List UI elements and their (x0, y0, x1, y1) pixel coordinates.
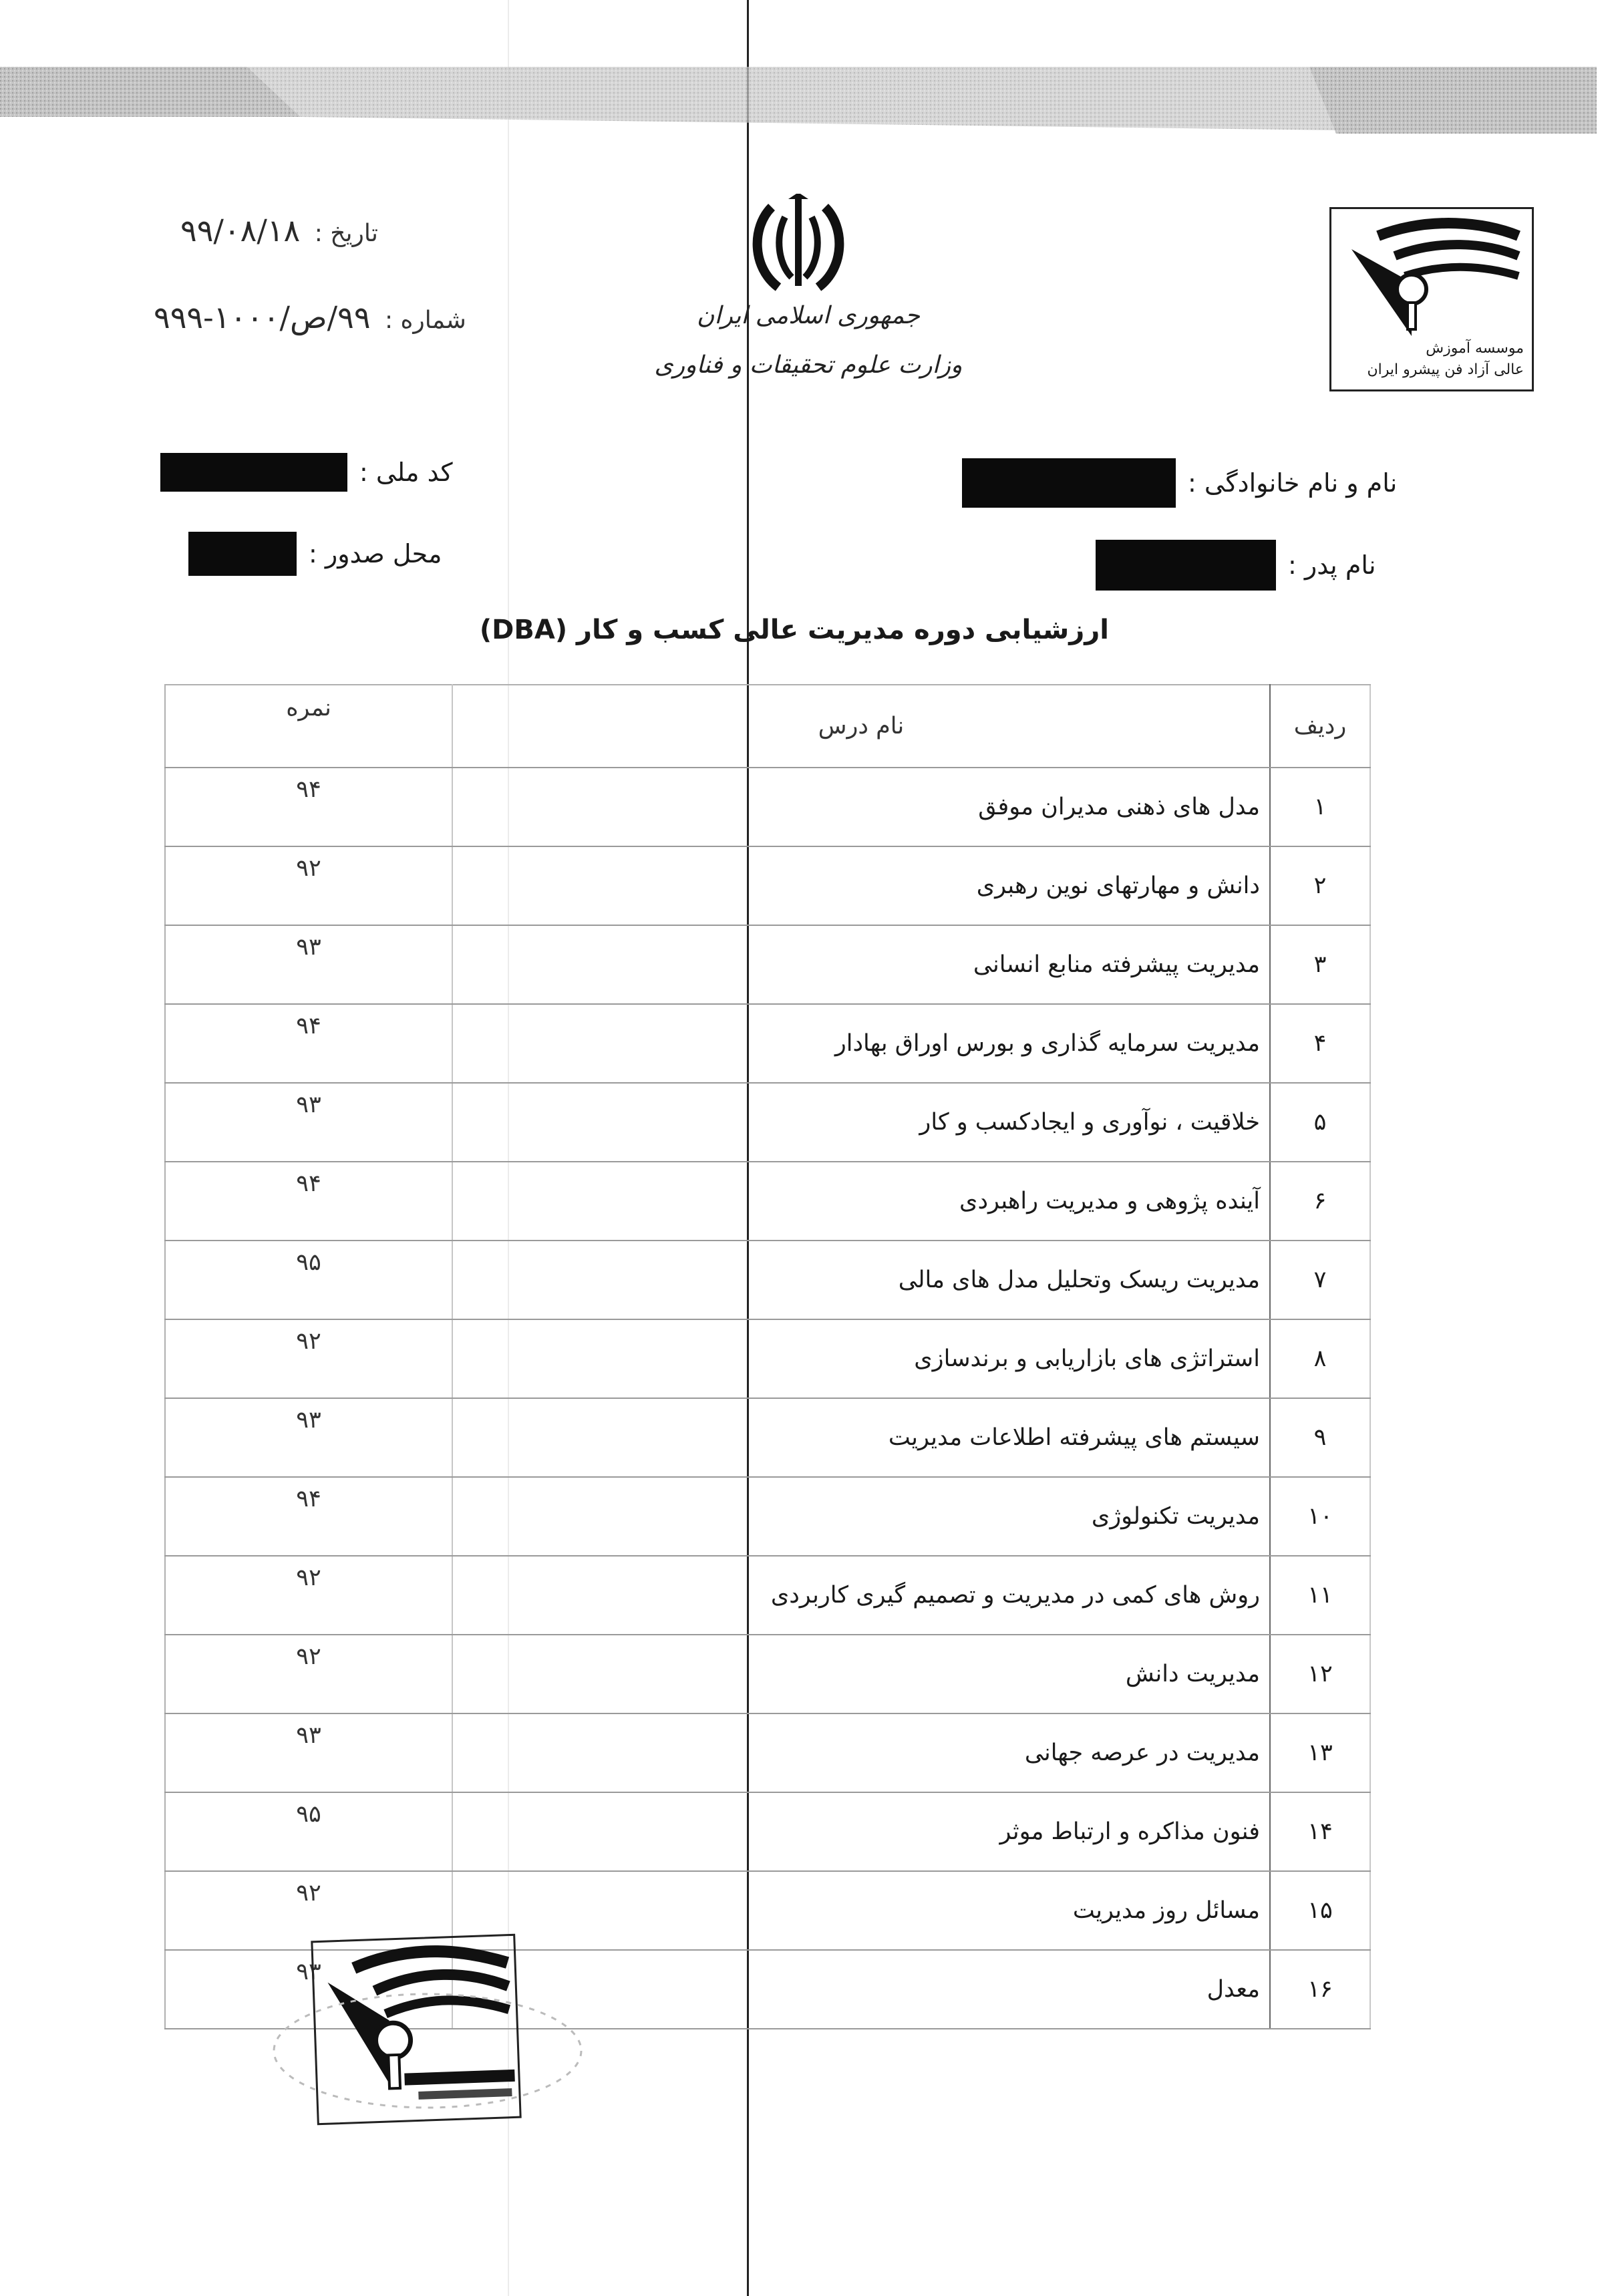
course-name: مدیریت سرمایه گذاری و بورس اوراق بهادار (452, 1004, 1270, 1083)
table-row (165, 1083, 1370, 1162)
course-score: ۹۲ (165, 1319, 452, 1398)
table-row (165, 1871, 1370, 1950)
course-name: مدیریت ریسک وتحلیل مدل های مالی (452, 1241, 1270, 1319)
logo-text-1: موسسه آموزش (1426, 340, 1524, 357)
national-code-redaction (160, 453, 347, 492)
row-number: ۱۱ (1270, 1556, 1370, 1635)
logo-text-2: عالی آزاد فن پیشرو ایران (1367, 361, 1524, 378)
institute-logo-icon (1331, 209, 1532, 343)
course-score: ۹۳ (165, 925, 452, 1004)
header-course-name: نام درس (452, 685, 1270, 768)
row-number: ۱۶ (1270, 1950, 1370, 2029)
header-score: نمره (165, 685, 452, 768)
row-number: ۸ (1270, 1319, 1370, 1398)
course-score: ۹۴ (165, 1004, 452, 1083)
table-row (165, 768, 1370, 846)
row-number: ۹ (1270, 1398, 1370, 1477)
table-row (165, 1398, 1370, 1477)
row-number: ۱۴ (1270, 1792, 1370, 1871)
row-number: ۵ (1270, 1083, 1370, 1162)
course-name: مدیریت پیشرفته منابع انسانی (452, 925, 1270, 1004)
course-score: ۹۳ (165, 1950, 452, 2029)
course-name: فنون مذاکره و ارتباط موثر (452, 1792, 1270, 1871)
row-number: ۱۵ (1270, 1871, 1370, 1950)
course-score: ۹۲ (165, 846, 452, 925)
table-row (165, 1713, 1370, 1792)
number-line (154, 299, 466, 335)
course-score: ۹۴ (165, 768, 452, 846)
grades-table-body (165, 768, 1370, 2029)
father-name-field (1096, 540, 1376, 591)
course-score: ۹۲ (165, 1556, 452, 1635)
header-band (0, 60, 1610, 140)
stamp-smudge (261, 1977, 635, 2124)
course-name: آینده پژوهی و مدیریت راهبردی (452, 1162, 1270, 1241)
course-score: ۹۳ (165, 1713, 452, 1792)
table-row (165, 1162, 1370, 1241)
course-name: مدیریت دانش (452, 1635, 1270, 1713)
header-row-number: ردیف (1270, 685, 1370, 768)
table-row (165, 1635, 1370, 1713)
course-score: ۹۴ (165, 1477, 452, 1556)
row-number: ۱ (1270, 768, 1370, 846)
table-row (165, 1241, 1370, 1319)
course-score: ۹۵ (165, 1792, 452, 1871)
emblem-line-2: وزارت علوم تحقیقات و فناوری (654, 351, 963, 379)
course-name: معدل (452, 1950, 1270, 2029)
course-name: مدیریت تکنولوژی (452, 1477, 1270, 1556)
course-name: روش های کمی در مدیریت و تصمیم گیری کاربردی (452, 1556, 1270, 1635)
issue-place-redaction (188, 532, 297, 576)
row-number: ۳ (1270, 925, 1370, 1004)
row-number: ۶ (1270, 1162, 1370, 1241)
issue-place-label: محل صدور : (309, 539, 442, 568)
row-number: ۱۲ (1270, 1635, 1370, 1713)
date-label: تاریخ : (314, 220, 378, 247)
date-value: ۹۹/۰۸/۱۸ (180, 212, 301, 249)
date-line (180, 212, 378, 249)
row-number: ۲ (1270, 846, 1370, 925)
table-row (165, 846, 1370, 925)
course-name: سیستم های پیشرفته اطلاعات مدیریت (452, 1398, 1270, 1477)
full-name-label: نام و نام خانوادگی : (1188, 468, 1398, 498)
document-title: ارزشیابی دوره مدیریت عالی کسب و کار (DBA) (479, 615, 1109, 645)
table-row (165, 1004, 1370, 1083)
number-label: شماره : (384, 307, 466, 334)
table-row (165, 1556, 1370, 1635)
course-name: استراتژی های بازاریابی و برندسازی (452, 1319, 1270, 1398)
table-row (165, 1477, 1370, 1556)
course-name: مدل های ذهنی مدیران موفق (452, 768, 1270, 846)
table-row (165, 1792, 1370, 1871)
table-header-row (165, 685, 1370, 768)
row-number: ۴ (1270, 1004, 1370, 1083)
course-name: مدیریت در عرصه جهانی (452, 1713, 1270, 1792)
grades-table (164, 684, 1371, 2029)
course-score: ۹۳ (165, 1398, 452, 1477)
course-score: ۹۳ (165, 1083, 452, 1162)
full-name-redaction (962, 458, 1176, 508)
number-value: ۹۹/ص/۱۰۰۰-۹۹۹ (154, 299, 371, 335)
course-score: ۹۲ (165, 1635, 452, 1713)
national-code-field (160, 453, 453, 492)
row-number: ۷ (1270, 1241, 1370, 1319)
full-name-field (962, 458, 1397, 508)
table-row (165, 925, 1370, 1004)
course-name: خلاقیت ، نوآوری و ایجادکسب و کار (452, 1083, 1270, 1162)
course-score: ۹۵ (165, 1241, 452, 1319)
father-name-label: نام پدر : (1288, 550, 1376, 580)
table-row (165, 1319, 1370, 1398)
course-score: ۹۲ (165, 1871, 452, 1950)
course-name: دانش و مهارتهای نوین رهبری (452, 846, 1270, 925)
iran-emblem-icon (742, 194, 855, 301)
national-code-label: کد ملی : (359, 458, 453, 487)
row-number: ۱۳ (1270, 1713, 1370, 1792)
course-name: مسائل روز مدیریت (452, 1871, 1270, 1950)
course-score: ۹۴ (165, 1162, 452, 1241)
father-name-redaction (1096, 540, 1276, 591)
emblem-line-1: جمهوری اسلامی ایران (697, 302, 920, 329)
issue-place-field (188, 532, 442, 576)
institute-logo (1329, 207, 1534, 391)
row-number: ۱۰ (1270, 1477, 1370, 1556)
